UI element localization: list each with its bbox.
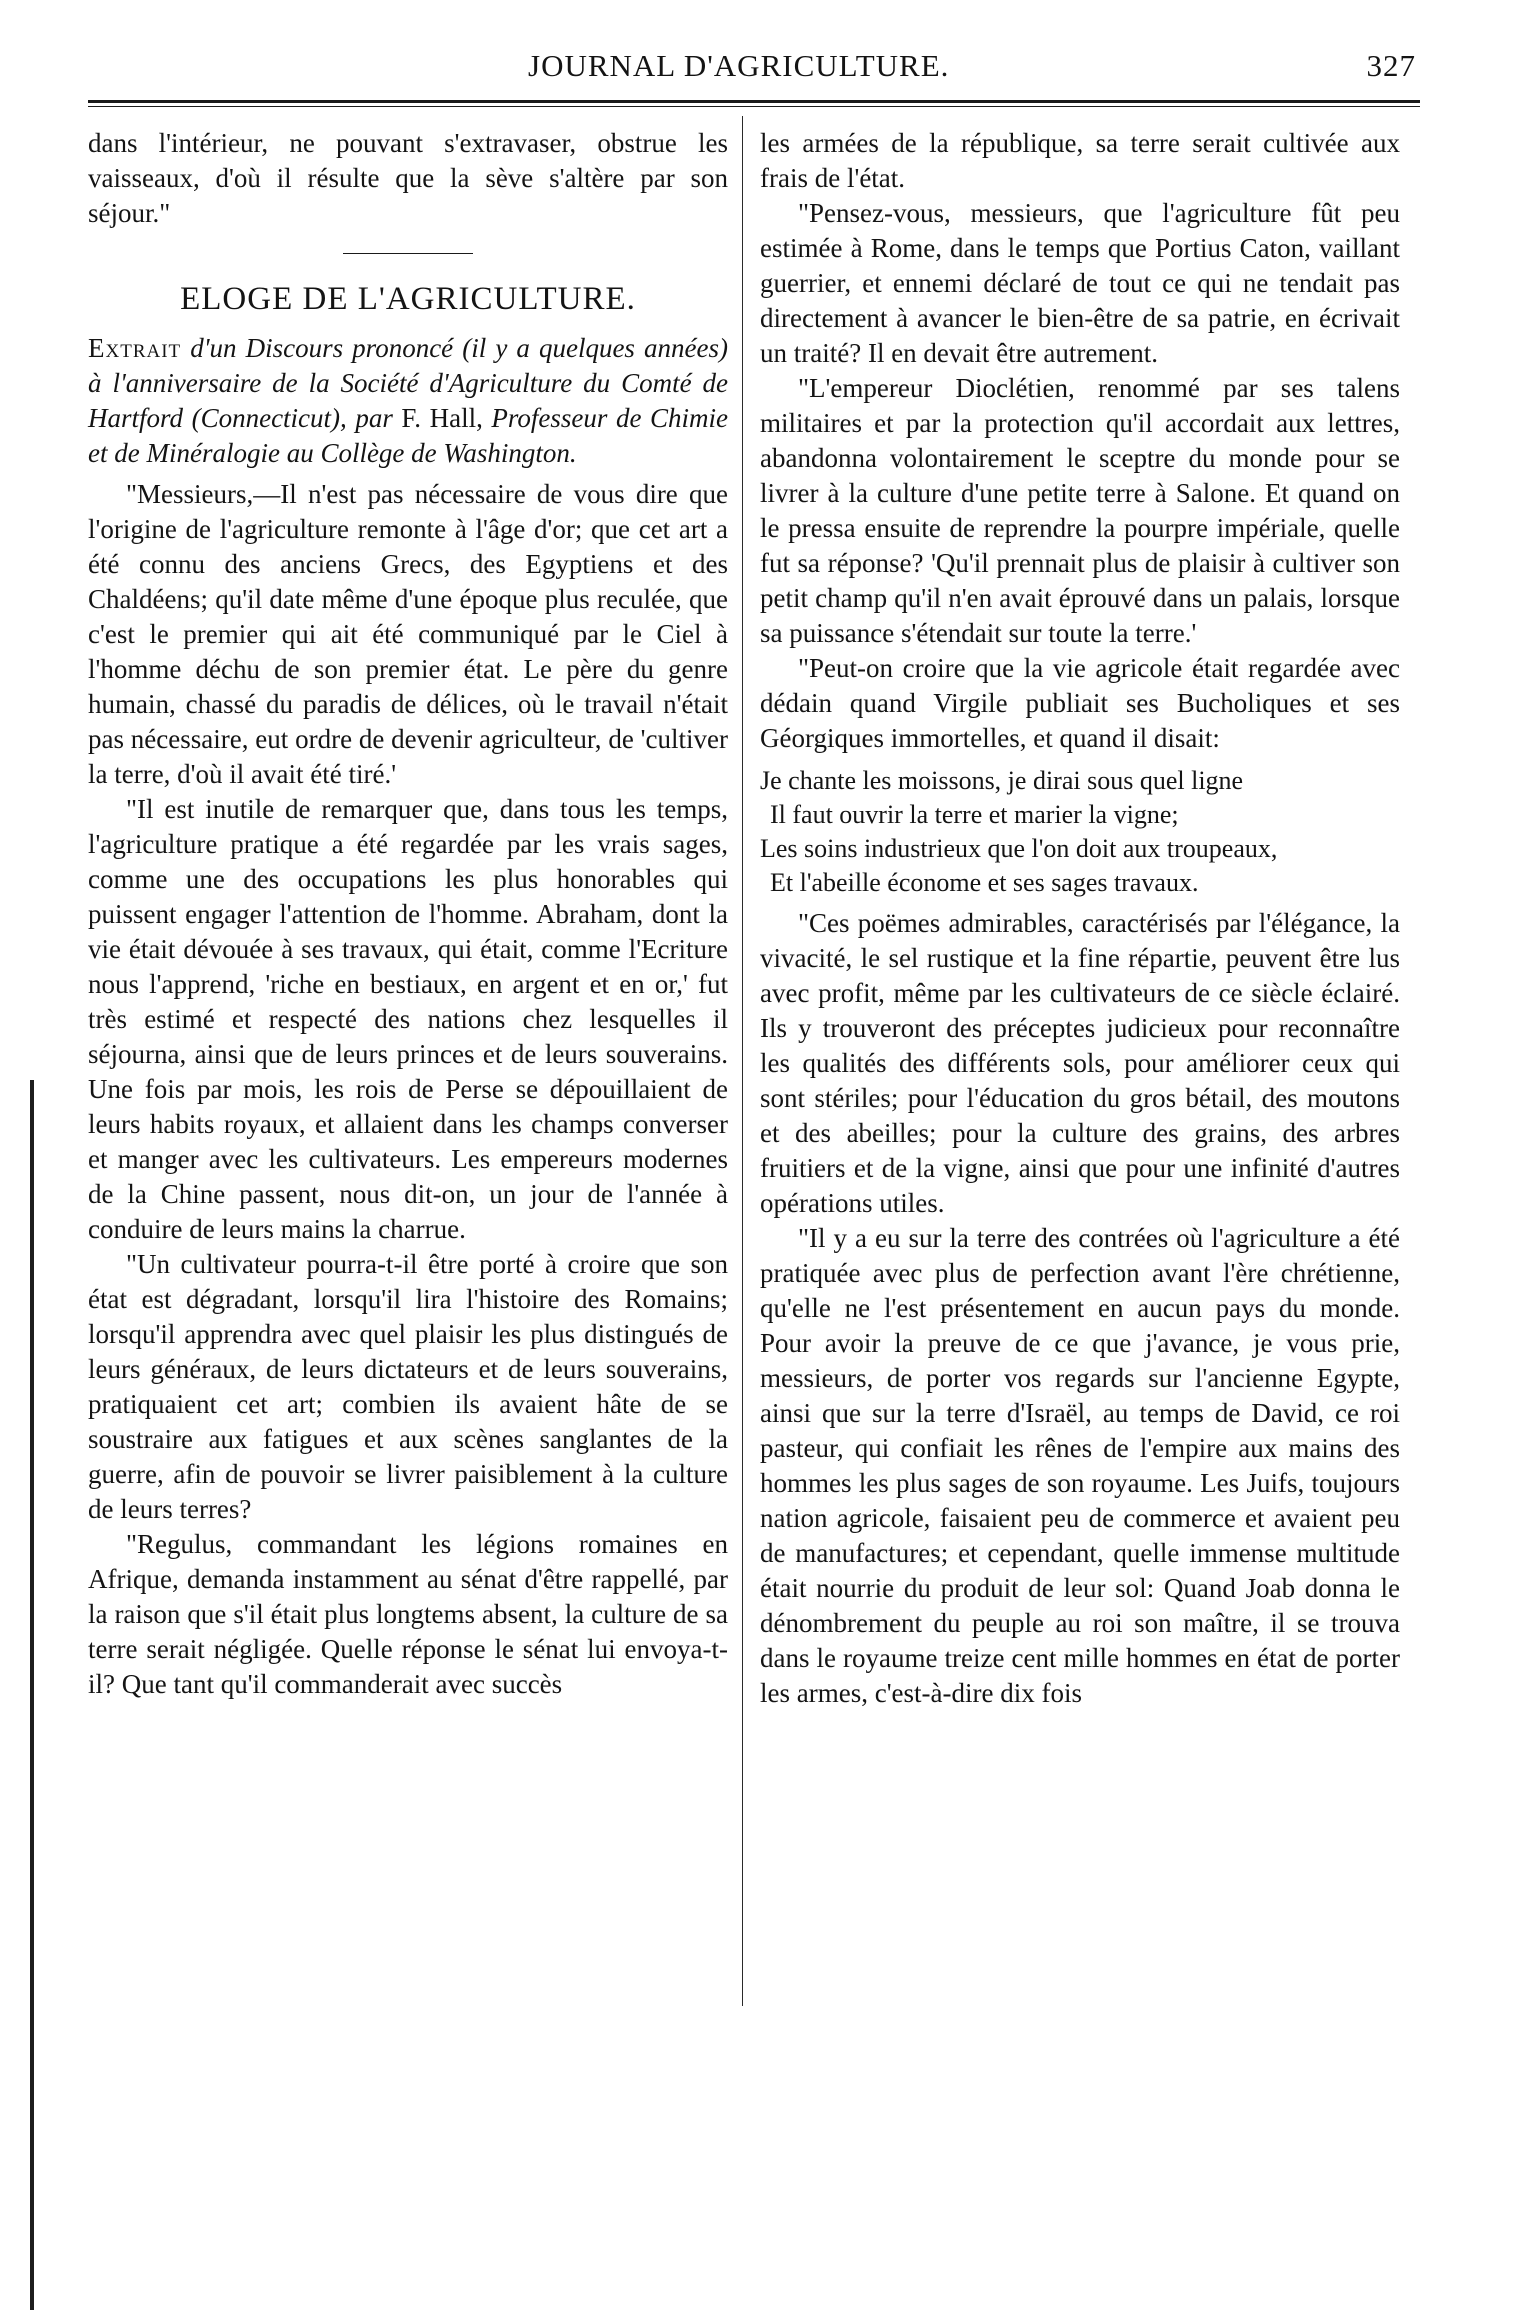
section-title: ELOGE DE L'AGRICULTURE.: [180, 281, 636, 317]
extract-author: F. Hall,: [401, 403, 483, 433]
extract-tail: Professeur de Chimie et de Minéralogie au Collège de Washington.: [88, 403, 729, 468]
body-paragraph: les armées de la république, sa terre serait cultivée aux frais de l'état.: [760, 128, 1400, 193]
column-divider: [742, 116, 743, 2006]
journal-page: [88, 40, 1420, 2280]
journal-title: JOURNAL D'AGRICULTURE.: [528, 48, 950, 83]
verse-line: Il faut ouvrir la terre et marier la vigne;: [770, 800, 1179, 829]
margin-mark: [30, 1080, 34, 2310]
extract-lead: Extrait: [88, 333, 182, 363]
body-paragraph: "Regulus, commandant les légions romaines en Afrique, demanda instamment au sénat d'être rappellé, par la raison que s'il était plus longtems absent, la culture de sa terre serait négligée. Quelle réponse le sénat lui envoya-t-il? Que tant qu'il commanderait avec succès: [88, 1529, 728, 1699]
body-paragraph: "Il est inutile de remarquer que, dans tous les temps, l'agriculture pratique a été regardée par les vrais sages, comme une des occupations les plus honorables qui puissent engager l'attention de l'homme. Abraham, dont la vie était dévouée à ses travaux, qui était, comme l'Ecriture nous l'apprend, 'riche en bestiaux, en argent et en or,' fut très estimé et respecté des nations chez lesquelles il séjourna, ainsi que de leurs princes et de leurs souverains. Une fois par mois, les rois de Perse se dépouillaient de leurs habits royaux, et allaient dans les champs converser et manger avec les cultivateurs. Les empereurs modernes de la Chine passent, nous dit-on, un jour de l'année à conduire de leurs mains la charrue.: [88, 794, 728, 1244]
verse-line: Les soins industrieux que l'on doit aux troupeaux,: [760, 834, 1278, 863]
verse-line: Et l'abeille économe et ses sages travaux.: [770, 868, 1199, 897]
header-rule-thin: [88, 106, 1420, 107]
left-column: [88, 126, 728, 1702]
right-column: [760, 126, 1400, 1711]
continuation-paragraph: dans l'intérieur, ne pouvant s'extravaser, obstrue les vaisseaux, d'où il résulte que la sève s'altère par son séjour.": [88, 128, 728, 228]
body-paragraph: "Il y a eu sur la terre des contrées où l'agriculture a été pratiquée avec plus de perfection avant l'ère chrétienne, qu'elle ne l'est présentement en aucun pays du monde. Pour avoir la preuve de ce que j'avance, je vous prie, messieurs, de porter vos regards sur l'ancienne Egypte, ainsi que sur la terre d'Israël, au temps de David, ce roi pasteur, qui confiait les rênes de l'empire aux mains des hommes les plus sages de son royaume. Les Juifs, toujours nation agricole, faisaient peu de commerce et avaient peu de manufactures; et cependant, quelle immense multitude était nourrie du produit de leur sol: Quand Joab donna le dénombrement du peuple au roi son maître, il se trouva dans le royaume treize cent mille hommes en état de porter les armes, c'est-à-dire dix fois: [760, 1223, 1400, 1708]
body-paragraph: "L'empereur Dioclétien, renommé par ses talens militaires et par la protection qu'il accordait aux lettres, abandonna volontairement le sceptre du monde pour se livrer à la culture d'une petite terre à Salone. Et quand on le pressa ensuite de reprendre la pourpre impériale, quelle fut sa réponse? 'Qu'il prennait plus de plaisir à cultiver son petit champ qu'il n'en avait éprouvé dans un palais, lorsque sa puissance s'étendait sur toute la terre.': [760, 373, 1400, 648]
verse-quote: [760, 764, 1400, 900]
body-paragraph: "Peut-on croire que la vie agricole était regardée avec dédain quand Virgile publiait ses Bucholiques et ses Géorgiques immortelles, et quand il disait:: [760, 653, 1400, 753]
extract-text: d'un Discours prononcé (il y a quelques années) à l'anniversaire de la Société d'Agriculture du Comté de Hartford (Connecticut), par: [88, 333, 728, 433]
section-separator: [343, 253, 473, 254]
body-paragraph: "Messieurs,—Il n'est pas nécessaire de vous dire que l'origine de l'agriculture remonte à l'âge d'or; que cet art a été connu des anciens Grecs, des Egyptiens et des Chaldéens; qu'il date même d'une époque plus reculée, que c'est le premier qui ait été communiqué par le Ciel à l'homme déchu de son premier état. Le père du genre humain, chassé du paradis de délices, où le travail n'était pas nécessaire, eut ordre de devenir agriculteur, de 'cultiver la terre, d'où il avait été tiré.': [88, 479, 728, 789]
running-head: [88, 40, 1420, 96]
body-paragraph: "Un cultivateur pourra-t-il être porté à croire que son état est dégradant, lorsqu'il lira l'histoire des Romains; lorsqu'il apprendra avec quel plaisir les plus distingués de leurs généraux, de leurs dictateurs et de leurs souverains, pratiquaient cet art; combien ils avaient hâte de se soustraire aux fatigues et aux scènes sanglantes de la guerre, afin de pouvoir se livrer paisiblement à la culture de leurs terres?: [88, 1249, 728, 1524]
page-number: 327: [1366, 48, 1416, 83]
verse-line: Je chante les moissons, je dirai sous quel ligne: [760, 766, 1244, 795]
header-rule: [88, 100, 1420, 103]
body-paragraph: "Pensez-vous, messieurs, que l'agriculture fût peu estimée à Rome, dans le temps que Portius Caton, vaillant guerrier, et ennemi déclaré de tout ce qui ne tendait pas directement à avancer le bien-être de sa patrie, en écrivait un traité? Il en devait être autrement.: [760, 198, 1400, 368]
body-paragraph: "Ces poëmes admirables, caractérisés par l'élégance, la vivacité, le sel rustique et la fine répartie, peuvent être lus avec profit, même par les cultivateurs de ce siècle éclairé. Ils y trouveront des préceptes judicieux pour reconnaître les qualités des différents sols, pour améliorer ceux qui sont stériles; pour l'éducation du gros bétail, des moutons et des abeilles; pour la culture des grains, des arbres fruitiers et de la vigne, ainsi que pour une infinité d'autres opérations utiles.: [760, 908, 1400, 1218]
extract-note: [88, 331, 728, 471]
